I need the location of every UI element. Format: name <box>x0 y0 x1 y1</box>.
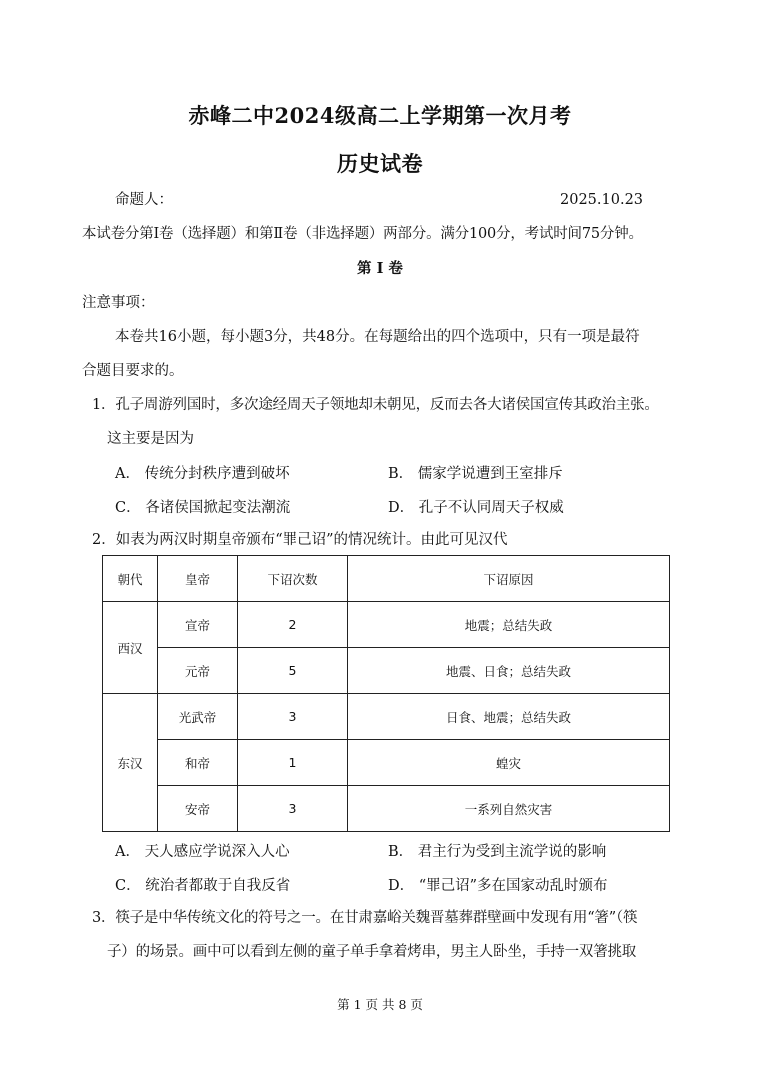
q1-option-d: D． 孔子不认同周天子权威 <box>388 500 564 516</box>
emperor-cell: 宣帝 <box>158 602 238 648</box>
emperor-cell: 元帝 <box>158 648 238 694</box>
q1-stem-line1: 1．孔子周游列国时，多次途经周天子领地却未朝见，反而去各大诸侯国宣传其政治主张。 <box>92 397 659 413</box>
dynasty-cell: 东汉 <box>103 694 158 832</box>
reason-cell: 一系列自然灾害 <box>348 786 670 832</box>
table-row <box>103 648 670 694</box>
count-cell: 1 <box>238 740 348 786</box>
table-header: 下诏原因 <box>348 556 670 602</box>
author-label: 命题人： <box>115 192 173 208</box>
table-row <box>103 786 670 832</box>
count-cell: 3 <box>238 694 348 740</box>
page-footer: 第 1 页 共 8 页 <box>337 997 423 1012</box>
exam-subject: 历史试卷 <box>337 151 423 176</box>
reason-cell: 日食、地震；总结失政 <box>348 694 670 740</box>
exam-title: 赤峰二中2024级高二上学期第一次月考 <box>188 103 572 128</box>
section-title: 第 Ⅰ 卷 <box>357 260 403 277</box>
count-cell: 3 <box>238 786 348 832</box>
edict-table <box>102 555 670 832</box>
q1-option-c: C． 各诸侯国掀起变法潮流 <box>115 500 291 516</box>
reason-cell: 地震、日食；总结失政 <box>348 648 670 694</box>
table-header: 皇帝 <box>158 556 238 602</box>
count-cell: 5 <box>238 648 348 694</box>
emperor-cell: 光武帝 <box>158 694 238 740</box>
table-row <box>103 740 670 786</box>
q2-stem: 2．如表为两汉时期皇帝颁布“罪己诏”的情况统计。由此可见汉代 <box>92 532 508 548</box>
q3-stem-line2: 子）的场景。画中可以看到左侧的童子单手拿着烤串，男主人卧坐，手持一双箸挑取 <box>107 944 637 960</box>
notice-label: 注意事项： <box>82 295 155 311</box>
q1-option-a: A． 传统分封秩序遭到破坏 <box>115 466 290 482</box>
emperor-cell: 安帝 <box>158 786 238 832</box>
q2-option-d: D． “罪己诏”多在国家动乱时颁布 <box>388 878 608 894</box>
notice-text-line2: 合题目要求的。 <box>82 363 184 379</box>
q3-stem-line1: 3．筷子是中华传统文化的符号之一。在甘肃嘉峪关魏晋墓葬群壁画中发现有用“箸”（筷 <box>92 910 638 926</box>
table-row <box>103 602 670 648</box>
table-row <box>103 694 670 740</box>
table-header: 朝代 <box>103 556 158 602</box>
q1-stem-line2: 这主要是因为 <box>107 431 194 447</box>
table-header-row <box>103 556 670 602</box>
notice-text-line1: 本卷共16小题，每小题3分，共48分。在每题给出的四个选项中，只有一项是最符 <box>115 329 640 345</box>
reason-cell: 蝗灾 <box>348 740 670 786</box>
q1-option-b: B． 儒家学说遭到王室排斥 <box>388 466 563 482</box>
exam-intro: 本试卷分第Ⅰ卷（选择题）和第Ⅱ卷（非选择题）两部分。满分100分，考试时间75分钟。 <box>82 226 643 242</box>
exam-date: 2025.10.23 <box>560 192 644 208</box>
count-cell: 2 <box>238 602 348 648</box>
q2-option-c: C． 统治者都敢于自我反省 <box>115 878 291 894</box>
q2-option-b: B． 君主行为受到主流学说的影响 <box>388 844 607 860</box>
q2-option-a: A． 天人感应学说深入人心 <box>115 844 290 860</box>
emperor-cell: 和帝 <box>158 740 238 786</box>
reason-cell: 地震；总结失政 <box>348 602 670 648</box>
table-header: 下诏次数 <box>238 556 348 602</box>
dynasty-cell: 西汉 <box>103 602 158 694</box>
